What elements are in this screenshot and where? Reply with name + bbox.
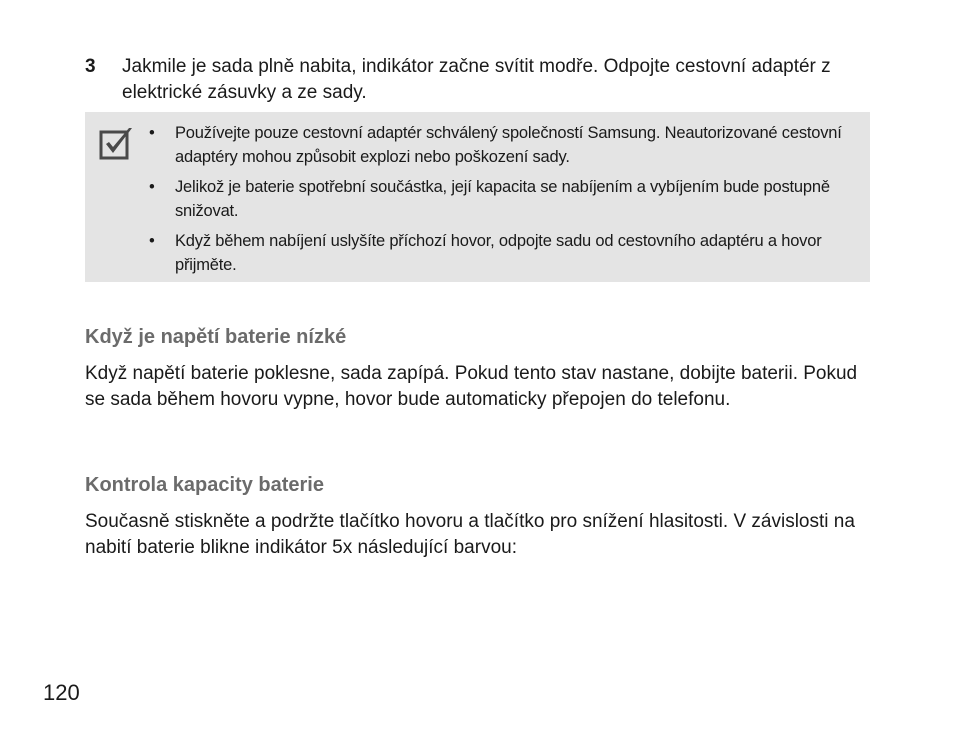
section-heading-low-battery: Když je napětí baterie nízké	[85, 326, 347, 348]
note-item-text: Používejte pouze cestovní adaptér schválený společností Samsung. Neautorizované cestovní adaptéry mohou způsobit explozi nebo poškození sady.	[175, 124, 842, 166]
note-list	[147, 121, 862, 283]
note-item	[147, 229, 862, 277]
bullet: •	[149, 124, 155, 142]
section-text-battery-capacity: Současně stiskněte a podržte tlačítko hovoru a tlačítko pro snížení hlasitosti. V závislosti na nabití baterie blikne indikátor 5x následující barvou:	[85, 511, 855, 558]
step-number: 3	[85, 56, 96, 77]
checkbox-check-icon	[99, 126, 135, 162]
bullet: •	[149, 178, 155, 196]
section-heading-battery-capacity: Kontrola kapacity baterie	[85, 474, 324, 496]
step-text: Jakmile je sada plně nabita, indikátor začne svítit modře. Odpojte cestovní adaptér z elektrické zásuvky a ze sady.	[122, 56, 831, 103]
page-number: 120	[43, 680, 80, 705]
section-text-low-battery: Když napětí baterie poklesne, sada zapípá. Pokud tento stav nastane, dobijte baterii. Pokud se sada během hovoru vypne, hovor bude automaticky přepojen do telefonu.	[85, 363, 858, 410]
step-3	[85, 54, 865, 106]
note-item-text: Když během nabíjení uslyšíte příchozí hovor, odpojte sadu od cestovního adaptéru a hovor přijměte.	[175, 232, 822, 274]
note-item	[147, 121, 862, 169]
note-box	[85, 112, 870, 282]
note-item	[147, 175, 862, 223]
bullet: •	[149, 232, 155, 250]
note-item-text: Jelikož je baterie spotřební součástka, její kapacita se nabíjením a vybíjením bude postupně snižovat.	[175, 178, 830, 220]
